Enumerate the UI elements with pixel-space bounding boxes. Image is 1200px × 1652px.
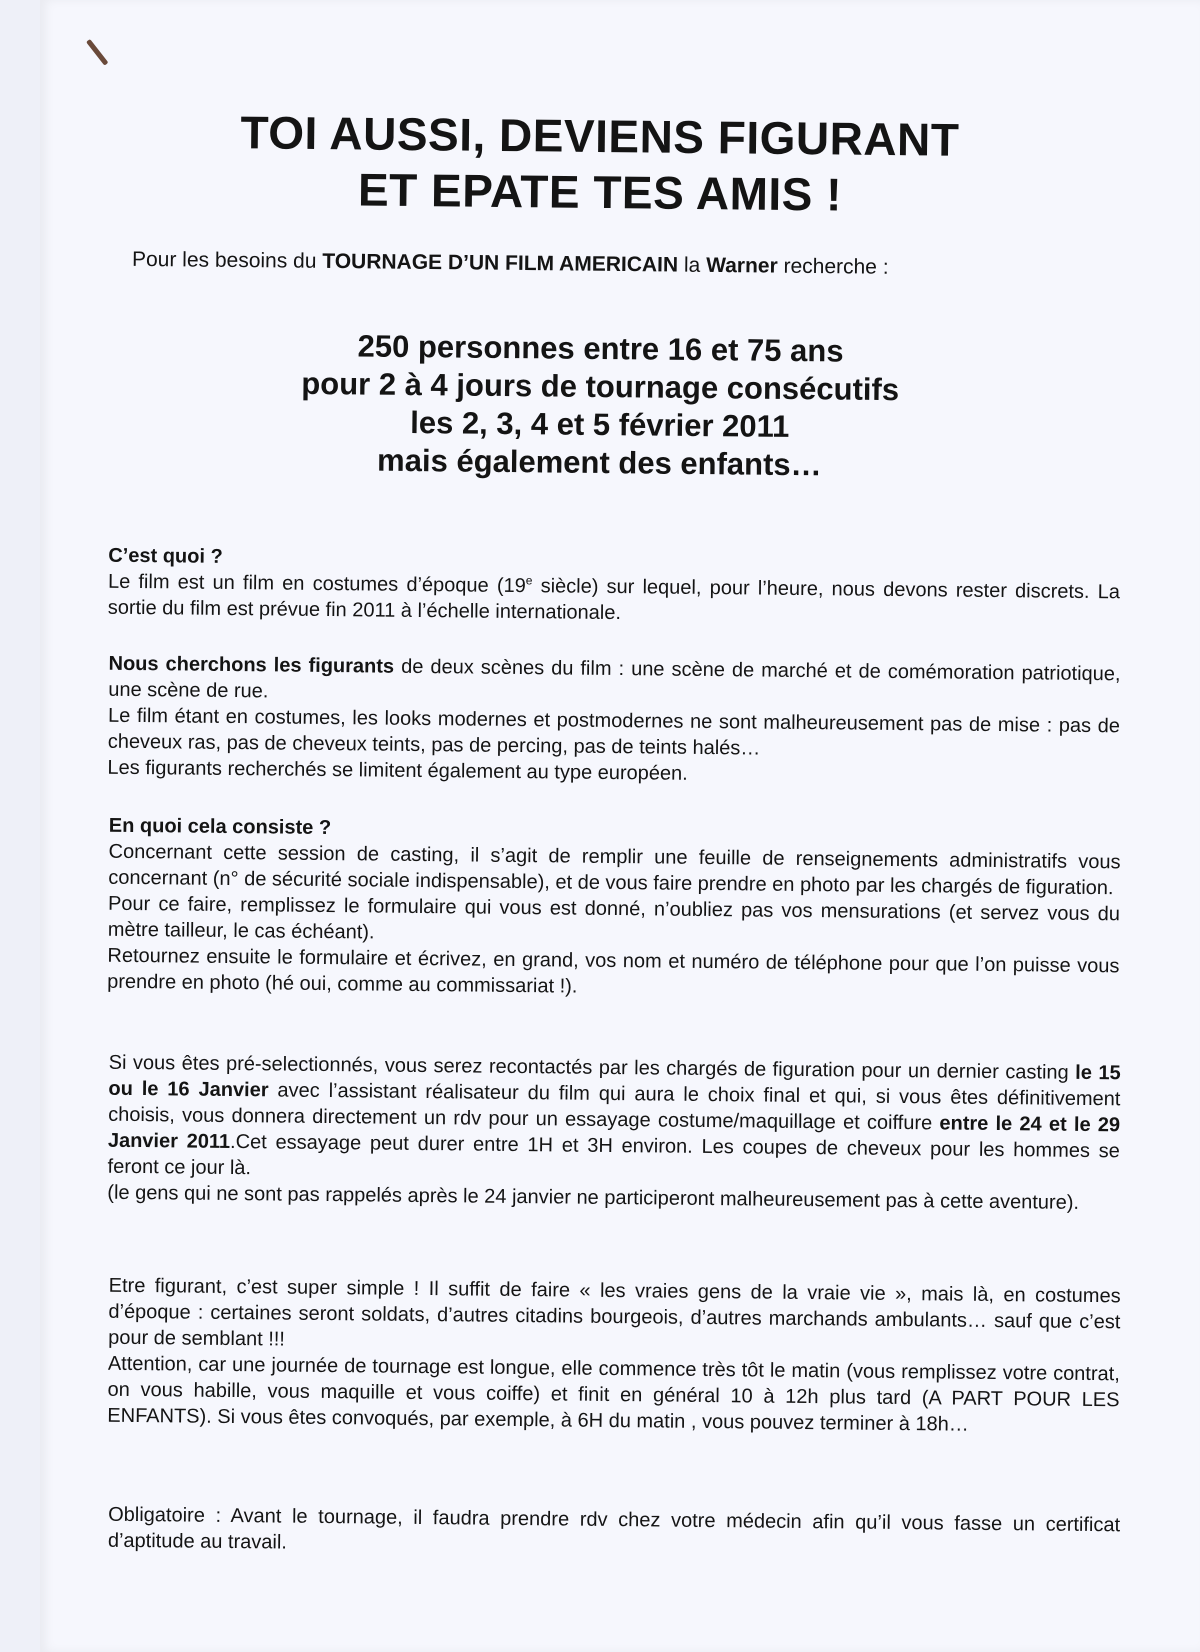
section-obligatoire: [108, 1502, 1120, 1565]
headline-line-3: les 2, 3, 4 et 5 février 2011: [410, 405, 790, 444]
section-paragraph: [108, 569, 1120, 632]
section-paragraph: (le gens qui ne sont pas rappelés après le 24 janvier ne participeront malheureusement pas à cette aventure).: [107, 1181, 1080, 1214]
intro-mid: la: [678, 253, 707, 277]
bold-lead: Nous cherchons les figurants: [108, 652, 395, 678]
bold-date: entre le 24 et le 29 Janvier 2011: [107, 1112, 1121, 1153]
intro-studio: Warner: [706, 253, 778, 278]
headline-line-1: 250 personnes entre 16 et 75 ans: [357, 328, 844, 369]
section-paragraph: Etre figurant, c’est super simple ! Il suffit de faire « les vraies gens de la vraie vie », mais là, en costumes d’époque : certaines seront soldats, d’autres citadins bourgeois, d’autres marchands ambulants… sauf que c’est pour de semblant !!!: [108, 1274, 1121, 1351]
section-heading: En quoi cela consiste ?: [108, 814, 332, 840]
section-paragraph: Le film étant en costumes, les looks modernes et postmodernes ne sont malheureusement pas de mise : pas de cheveux ras, pas de cheveux teints, pas de percing, pas de teints halés…: [107, 704, 1121, 760]
section-en-quoi: [107, 813, 1121, 1006]
para-text: Le film est un film en costumes d’époque (19: [107, 570, 526, 598]
page-title: [0, 108, 1200, 220]
para-text: .Cet essayage peut durer entre 1H et 3H environ. Les coupes de cheveux pour les hommes se feront ce jour là.: [107, 1130, 1120, 1180]
para-text: de deux scènes du film : une scène de marché et de comémoration patriotique, une scène de rue.: [108, 655, 1121, 703]
section-cest-quoi: [108, 543, 1121, 632]
section-etre-figurant: [107, 1273, 1121, 1440]
section-figurants: [107, 651, 1120, 792]
bold-date: le 15 ou le 16 Janvier: [108, 1061, 1121, 1102]
section-paragraph: Pour ce faire, remplissez le formulaire qui vous est donné, n’oubliez pas vos mensurations (et servez vous du mètre tailleur, le cas échéant).: [107, 892, 1121, 944]
section-paragraph: [107, 1050, 1120, 1191]
para-text: siècle) sur lequel, pour l’heure, nous devons rester discrets. La sortie du film est prévue fin 2011 à l’échelle internationale.: [107, 575, 1121, 625]
section-paragraph: Obligatoire : Avant le tournage, il faudra prendre rdv chez votre médecin afin qu’il vous fasse un certificat d’aptitude au travail.: [107, 1503, 1121, 1554]
para-text: Si vous êtes pré-selectionnés, vous serez recontactés par les chargés de figuration pour un dernier casting: [108, 1051, 1076, 1084]
section-paragraph: Attention, car une journée de tournage est longue, elle commence très tôt le matin (vous remplissez votre contrat, on vous habille, vous maquille et vous coiffe) et finit en général 10 à 12h plus tard (A PART POUR LES ENFANTS). Si vous êtes convoqués, par exemple, à 6H du matin , vous pouvez terminer à 18h…: [107, 1352, 1120, 1436]
title-line-2: ET EPATE TES AMIS !: [357, 163, 843, 221]
headline-line-2: pour 2 à 4 jours de tournage consécutifs: [301, 365, 900, 408]
section-heading: C’est quoi ?: [108, 544, 223, 568]
intro-film: TOURNAGE D’UN FILM AMERICAIN: [322, 249, 679, 277]
section-paragraph: Les figurants recherchés se limitent également au type européen.: [107, 756, 688, 785]
headline-block: [0, 324, 1200, 489]
title-line-1: TOI AUSSI, DEVIENS FIGURANT: [240, 106, 960, 166]
superscript: e: [525, 573, 533, 588]
section-paragraph: Concernant cette session de casting, il s’agit de remplir une feuille de renseignements administratifs vous concernant (n° de sécurité sociale indispensable), et de vous faire prendre en photo par les chargés de figuration.: [108, 840, 1121, 900]
section-paragraph: Retournez ensuite le formulaire et écrivez, en grand, vos nom et numéro de téléphone pour que l’on puisse vous prendre en photo (hé oui, comme au commissariat !).: [107, 944, 1120, 998]
section-preselection: [107, 1050, 1121, 1217]
intro-post: recherche :: [777, 254, 889, 279]
para-text: avec l’assistant réalisateur du film qui aura le choix final et qui, si vous êtes définitivement choisis, vous donnera directement un rdv pour un essayage costume/maquillage et coiffure: [108, 1079, 1121, 1135]
headline-line-4: mais également des enfants…: [376, 442, 822, 483]
intro-pre: Pour les besoins du: [131, 247, 323, 273]
